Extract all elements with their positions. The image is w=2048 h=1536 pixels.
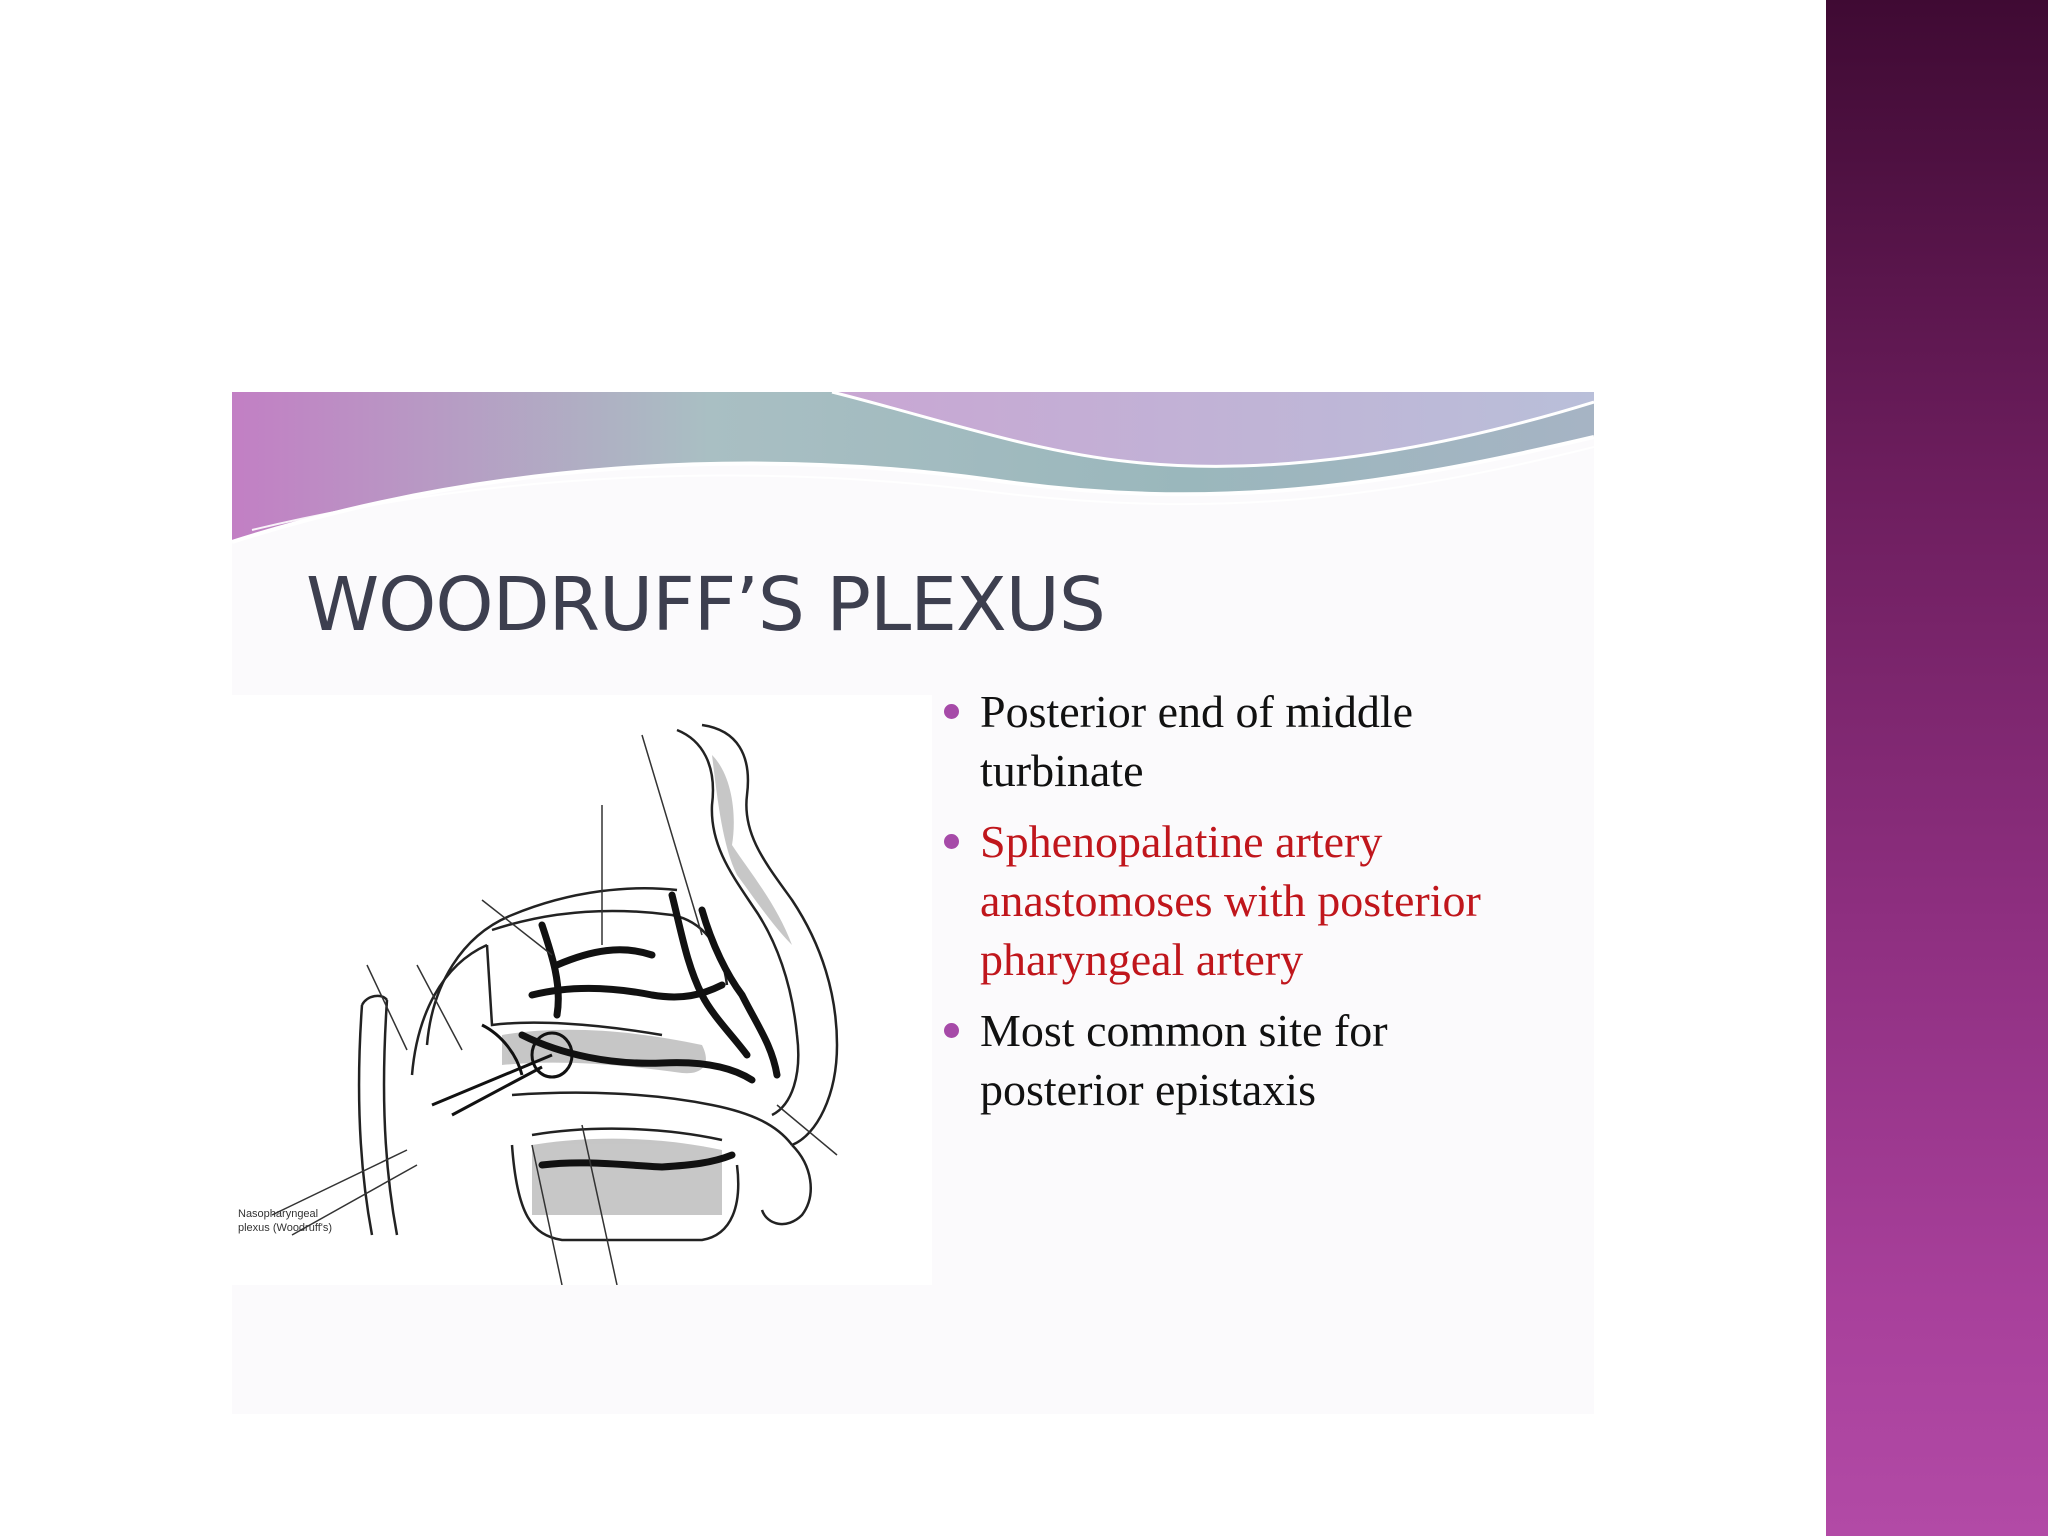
anatomy-illustration xyxy=(232,695,932,1285)
bullet-item xyxy=(940,682,1560,800)
bullet-dot-icon xyxy=(944,834,959,849)
figure-caption-line-1: Nasopharyngeal xyxy=(238,1208,319,1220)
bullet-dot-icon xyxy=(944,704,959,719)
header-wave-decoration xyxy=(232,392,1594,552)
figure-caption-label xyxy=(238,1207,388,1235)
slide xyxy=(232,392,1594,1414)
figure-caption-line-2: plexus (Woodruff's) xyxy=(238,1222,333,1234)
slide-title: WOODRUFF’S PLEXUS xyxy=(306,562,1105,648)
nasal-cavity-diagram-icon xyxy=(232,695,932,1285)
bullet-dot-icon xyxy=(944,1023,959,1038)
bullet-list xyxy=(940,682,1560,1131)
bullet-text: Sphenopalatine artery anastomoses with posterior pharyngeal artery xyxy=(980,816,1481,985)
bullet-text: Most common site for posterior epistaxis xyxy=(980,1005,1388,1115)
bullet-item xyxy=(940,812,1560,989)
decorative-side-band xyxy=(1826,0,2048,1536)
bullet-item xyxy=(940,1001,1560,1119)
bullet-text: Posterior end of middle turbinate xyxy=(980,686,1414,796)
